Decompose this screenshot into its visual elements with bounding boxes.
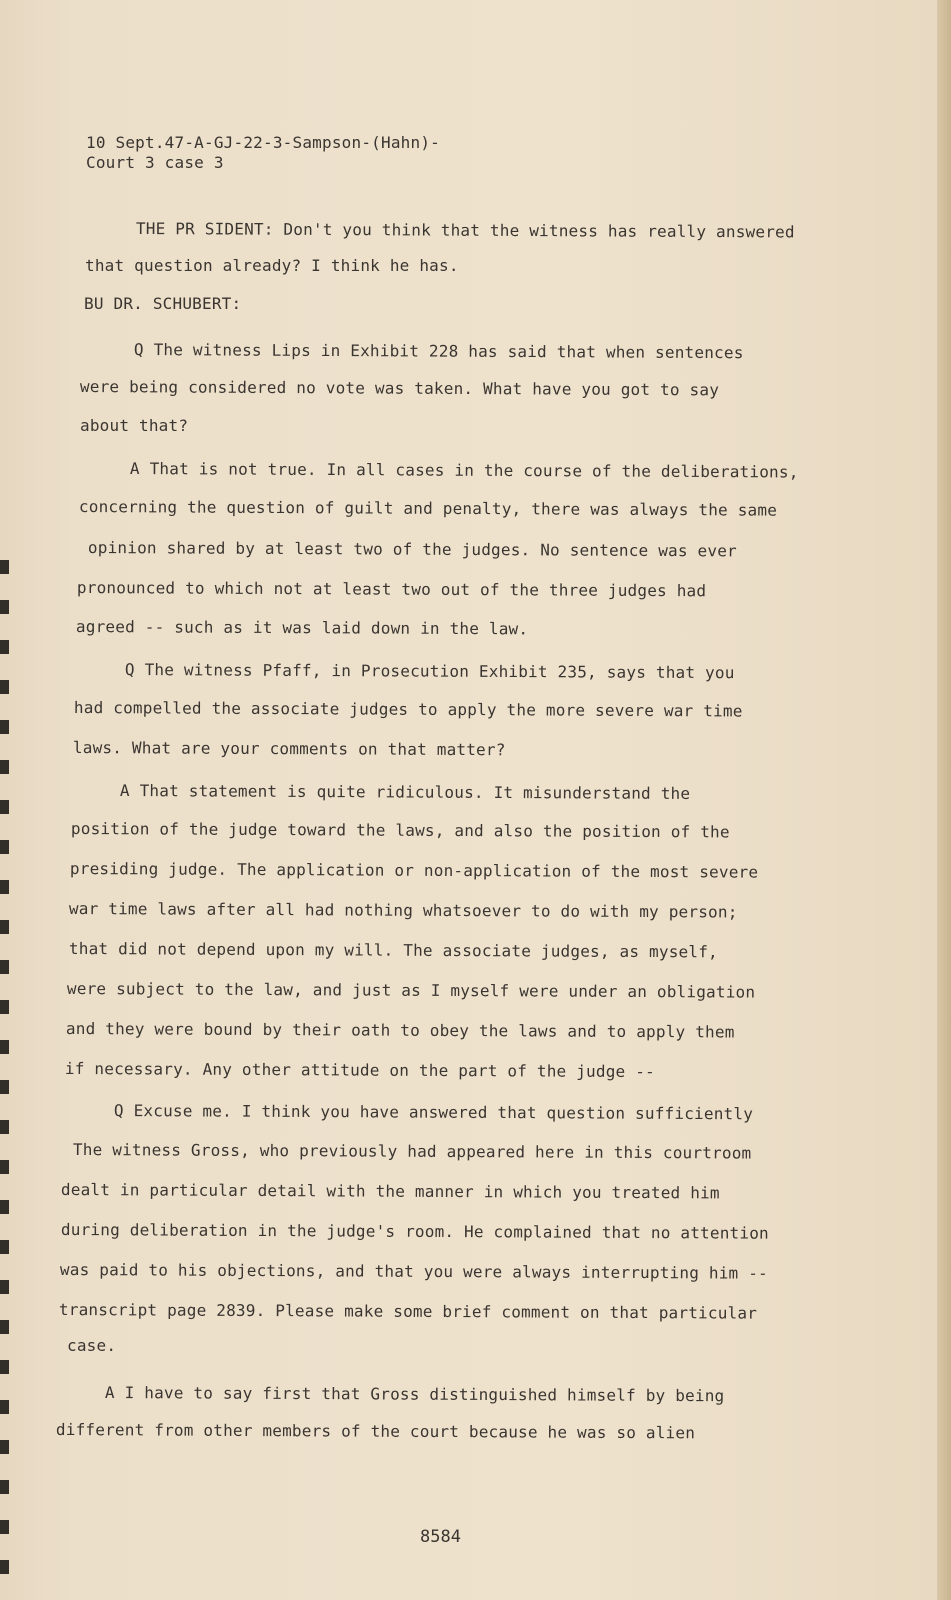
text-line: during deliberation in the judge's room. He complained that no attention [60,1220,769,1243]
text-line: pronounced to which not at least two out of the three judges had [76,578,707,601]
text-line: A I have to say first that Gross distinguished himself by being [104,1383,725,1406]
text-line: transcript page 2839. Please make some brief comment on that particular [58,1300,758,1323]
text-line: The witness Gross, who previously had appeared here in this courtroom [72,1140,752,1163]
text-line: that did not depend upon my will. The associate judges, as myself, [68,939,718,962]
page-number: 8584 [420,1527,461,1547]
text-line: position of the judge toward the laws, and also the position of the [70,819,730,842]
text-line: had compelled the associate judges to apply the more severe war time [73,698,743,721]
text-line: different from other members of the court because he was so alien [55,1420,696,1443]
text-line: Q Excuse me. I think you have answered that question sufficiently [113,1101,754,1124]
text-line: Q The witness Pfaff, in Prosecution Exhibit 235, says that you [124,660,735,683]
text-line: dealt in particular detail with the manner in which you treated him [60,1180,720,1203]
text-line: that question already? I think he has. [85,256,459,275]
text-line: presiding judge. The application or non-application of the most severe [69,859,759,882]
text-line: and they were bound by their oath to obey the laws and to apply them [65,1019,735,1042]
text-line: Q The witness Lips in Exhibit 228 has said that when sentences [133,340,744,363]
text-line: THE PR SIDENT: Don't you think that the witness has really answered [135,219,795,242]
text-line: agreed -- such as it was laid down in the law. [75,617,529,639]
text-line: A That statement is quite ridiculous. It misunderstand the [119,781,691,803]
text-line: about that? [80,416,189,435]
text-line: was paid to his objections, and that you were always interrupting him -- [59,1260,768,1283]
text-line: BU DR. SCHUBERT: [84,294,242,313]
text-line: laws. What are your comments on that matter? [72,738,506,760]
text-line: war time laws after all had nothing whatsoever to do with my person; [68,899,738,922]
text-line: were subject to the law, and just as I myself were under an obligation [66,979,756,1002]
text-line: if necessary. Any other attitude on the part of the judge -- [64,1059,655,1082]
text-line: concerning the question of guilt and penalty, there was always the same [78,497,778,520]
text-line: case. [67,1336,117,1355]
text-line: opinion shared by at least two of the judges. No sentence was ever [87,538,737,561]
header-line-2: Court 3 case 3 [86,153,224,172]
page-edge [937,0,951,1600]
text-line: were being considered no vote was taken. What have you got to say [79,377,720,400]
text-line: A That is not true. In all cases in the course of the deliberations, [129,459,799,482]
binding-holes [0,560,9,1600]
header-line-1: 10 Sept.47-A-GJ-22-3-Sampson-(Hahn)- [86,133,440,152]
